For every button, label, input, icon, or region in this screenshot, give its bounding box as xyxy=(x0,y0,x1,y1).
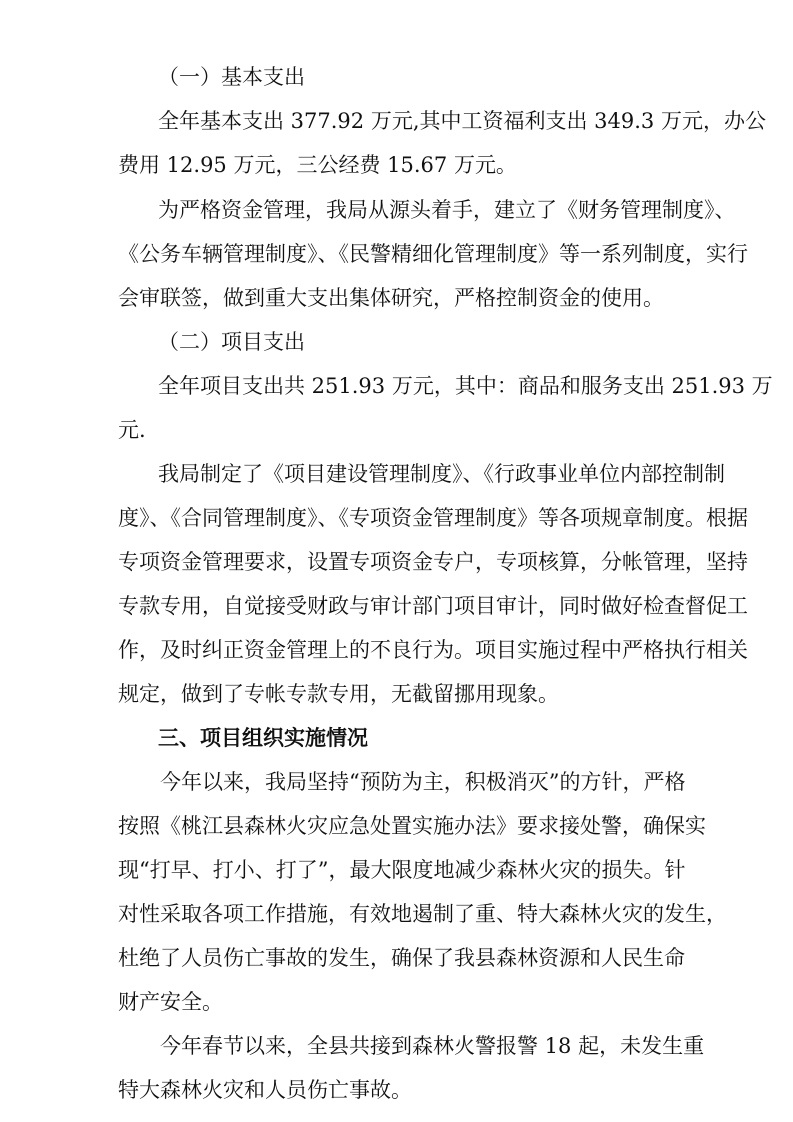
paragraph-line: 杜绝了人员伤亡事故的发生，确保了我县森林资源和人民生命 xyxy=(118,946,685,970)
paragraph-line: 特大森林火灾和人员伤亡事故。 xyxy=(118,1078,412,1102)
paragraph-line: 规定，做到了专帐专款专用，无截留挪用现象。 xyxy=(118,682,559,706)
paragraph-line: 度》、《合同管理制度》、《专项资金管理制度》等各项规章制度。根据 xyxy=(118,506,748,530)
paragraph-line: 专款专用，自觉接受财政与审计部门项目审计，同时做好检查督促工 xyxy=(118,594,748,618)
paragraph-line: 费用 12.95 万元，三公经费 15.67 万元。 xyxy=(118,153,517,177)
section-heading-implementation: 三、项目组织实施情况 xyxy=(158,726,368,750)
paragraph-line: 会审联签，做到重大支出集体研究，严格控制资金的使用。 xyxy=(118,286,664,310)
paragraph-line: 为严格资金管理，我局从源头着手，建立了《财务管理制度》、 xyxy=(158,198,736,222)
paragraph-line: 全年项目支出共 251.93 万元，其中：商品和服务支出 251.93 万 xyxy=(158,374,773,398)
paragraph-line: 按照《桃江县森林火灾应急处置实施办法》要求接处警，确保实 xyxy=(118,814,706,838)
section-heading-project-expenditure: （二）项目支出 xyxy=(158,330,305,354)
paragraph-line: 专项资金管理要求，设置专项资金专户，专项核算，分帐管理，坚持 xyxy=(118,550,748,574)
paragraph-line: 作，及时纠正资金管理上的不良行为。项目实施过程中严格执行相关 xyxy=(118,638,748,662)
paragraph-line: 对性采取各项工作措施，有效地遏制了重、特大森林火灾的发生， xyxy=(118,902,727,926)
paragraph-line: 今年春节以来，全县共接到森林火警报警 18 起，未发生重 xyxy=(160,1034,705,1058)
paragraph-line: 全年基本支出 377.92 万元,其中工资福利支出 349.3 万元，办公 xyxy=(158,109,766,133)
paragraph-line: 元. xyxy=(118,418,146,442)
paragraph-line: 《公务车辆管理制度》、《民警精细化管理制度》等一系列制度，实行 xyxy=(118,242,748,266)
section-heading-basic-expenditure: （一）基本支出 xyxy=(158,65,305,89)
paragraph-line: 我局制定了《项目建设管理制度》、《行政事业单位内部控制制 xyxy=(158,462,725,486)
paragraph-line: 现“打早、打小、打了”，最大限度地减少森林火灾的损失。针 xyxy=(118,858,686,882)
paragraph-line: 今年以来，我局坚持“预防为主，积极消灭”的方针，严格 xyxy=(160,770,686,794)
paragraph-line: 财产安全。 xyxy=(118,990,223,1014)
